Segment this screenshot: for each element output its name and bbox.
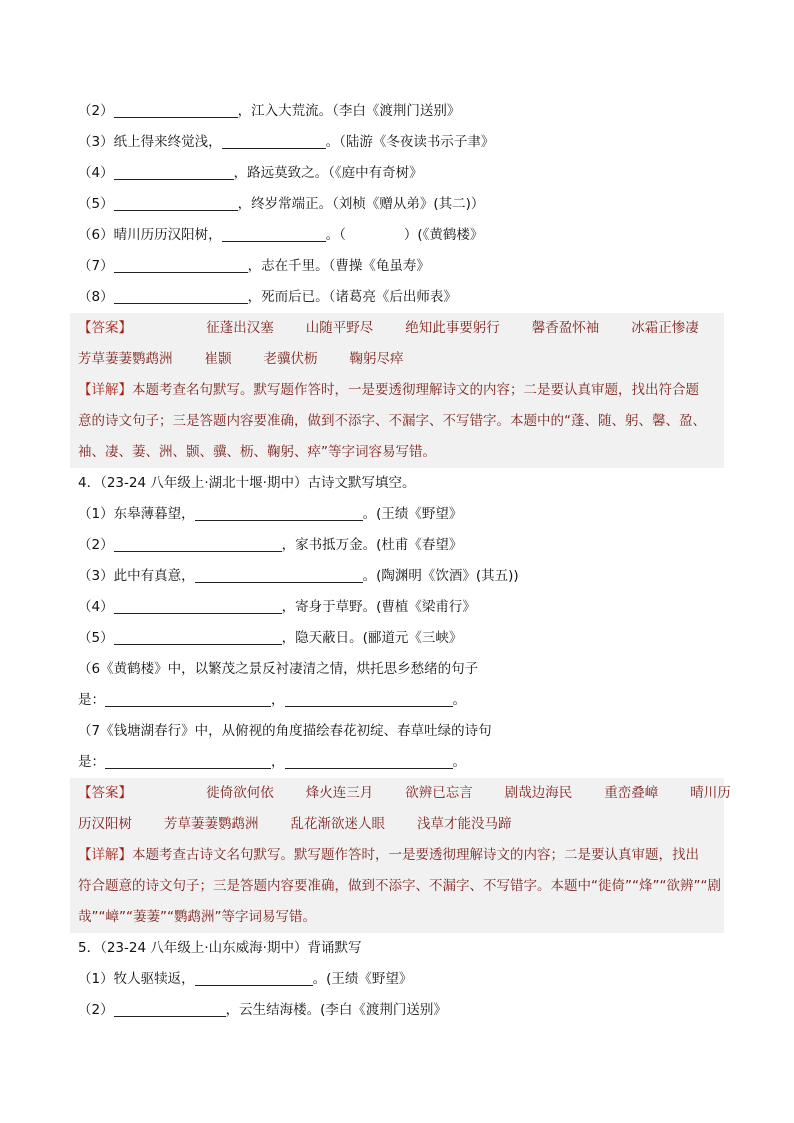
answer-item: 历汉阳树	[78, 816, 132, 832]
answer-item: 烽火连三月	[305, 785, 374, 801]
fill-in-line	[78, 561, 724, 592]
line-prefix: （2）	[78, 103, 114, 119]
fill-in-line	[78, 189, 724, 220]
detail-line: 符合题意的诗文句子；三是答题内容要准确，做到不添字、不漏字、不写错字。本题中“徙倚”“烽”“欲辨”“剧	[78, 878, 721, 894]
fill-blank[interactable]	[105, 751, 271, 769]
fill-blank[interactable]	[114, 255, 248, 273]
fill-in-line	[78, 995, 724, 1026]
answer-items	[206, 313, 731, 344]
detail-text: 本题考查古诗文名句默写。默写题作答时，一是要透彻理解诗文的内容；二是要认真审题，找出	[132, 847, 699, 863]
line-prefix: （5）	[78, 196, 114, 212]
answer-item: 剧哉边海民	[504, 785, 573, 801]
detail-line: 意的诗文句子；三是答题内容要准确，做到不添字、不漏字、不写错字。本题中的“蓬、随、躬、馨、盈、	[78, 413, 706, 429]
fill-in-line	[78, 499, 724, 530]
line-suffix: 。(陶渊明《饮酒》(其五))	[362, 568, 519, 584]
answer-item: 芳草萋萋鹦鹉洲	[164, 816, 259, 832]
question-4-6-answer-line	[78, 685, 724, 716]
question-4-7-prompt: （7《钱塘湖春行》中，从俯视的角度描绘春花初绽、春草吐绿的诗句	[78, 723, 492, 739]
line-suffix: ，路远莫致之。（《庭中有奇树》	[233, 165, 423, 181]
question-4-header: 4．（23-24 八年级上·湖北十堰·期中）古诗文默写填空。	[78, 475, 416, 491]
answer-item: 重峦叠嶂	[604, 785, 659, 801]
line-prefix: （4）	[78, 165, 114, 181]
fill-blank[interactable]	[222, 131, 326, 149]
question-4-6-prompt: （6《黄鹤楼》中，以繁茂之景反衬凄清之情，烘托思乡愁绪的句子	[78, 661, 479, 677]
answer-label: 【答案】	[78, 320, 132, 336]
answer-item: 老骥伏枥	[263, 351, 318, 367]
line-suffix: ，死而后已。（诸葛亮《后出师表》	[247, 289, 457, 305]
answer-item: 冰霜正惨凄	[631, 320, 699, 336]
is-label: 是：	[78, 692, 105, 708]
line-prefix: （3）此中有真意，	[78, 568, 195, 584]
fill-in-line	[78, 964, 724, 995]
fill-blank[interactable]	[285, 689, 453, 707]
fill-blank[interactable]	[114, 162, 234, 180]
line-prefix: （6）晴川历历汉阳树，	[78, 227, 222, 243]
question-4-answer-block	[70, 778, 731, 933]
answer-item: 崔颢	[204, 351, 232, 367]
fill-blank[interactable]	[114, 193, 238, 211]
line-suffix: 。(王绩《野望》	[312, 971, 413, 987]
line-prefix: （3）纸上得来终觉浅，	[78, 134, 222, 150]
line-suffix: ，家书抵万金。(杜甫《春望》	[281, 537, 463, 553]
fill-blank[interactable]	[114, 999, 226, 1017]
fill-blank[interactable]	[114, 286, 248, 304]
line-suffix: ，云生结海楼。(李白《渡荆门送别》	[225, 1002, 447, 1018]
answer-item: 山随平野尽	[305, 320, 374, 336]
line-suffix: ，江入大荒流。（李白《渡荆门送别》	[237, 103, 461, 119]
answer-label: 【答案】	[78, 785, 132, 801]
answer-item: 芳草萋萋鹦鹉洲	[78, 351, 173, 367]
fill-in-line	[78, 592, 724, 623]
fill-blank[interactable]	[114, 534, 282, 552]
fill-in-line	[78, 530, 724, 561]
fill-blank[interactable]	[195, 503, 363, 521]
question-5-header: 5．（23-24 八年级上·山东威海·期中）背诵默写	[78, 940, 362, 956]
line-prefix: （7）	[78, 258, 114, 274]
question-4-7-answer-line	[78, 747, 724, 778]
question-3-answer-block	[70, 313, 724, 468]
fill-in-line	[78, 158, 724, 189]
fill-blank[interactable]	[114, 596, 282, 614]
answer-items	[206, 778, 763, 809]
line-prefix: （1）牧人驱犊返，	[78, 971, 195, 987]
detail-line: 袖、凄、萋、洲、颢、骥、枥、鞠躬、瘁”等字词容易写错。	[78, 444, 436, 460]
answer-row	[78, 809, 724, 840]
line-suffix: ，志在千里。（曹操《龟虽寿》	[247, 258, 430, 274]
detail-line: 哉”“嶂”“萋萋”“鹦鹉洲”等字词易写错。	[78, 909, 316, 925]
answer-item: 乱花渐欲迷人眼	[290, 816, 385, 832]
answer-item: 鞠躬尽瘁	[349, 351, 404, 367]
line-prefix: （4）	[78, 599, 114, 615]
line-prefix: （1）东皋薄暮望，	[78, 506, 195, 522]
fill-blank[interactable]	[105, 689, 271, 707]
line-suffix: ，寄身于草野。(曹植《梁甫行》	[281, 599, 476, 615]
fill-in-line	[78, 96, 724, 127]
question-3-lines	[78, 96, 724, 313]
line-suffix: ，隐天蔽日。(郦道元《三峡》	[281, 630, 463, 646]
detail-text: 本题考查名句默写。默写题作答时，一是要透彻理解诗文的内容；二是要认真审题，找出符合题	[132, 382, 699, 398]
fill-in-line	[78, 282, 724, 313]
comma: ，	[271, 692, 285, 708]
line-suffix: ，终岁常端正。（刘桢《赠从弟》(其二)）	[237, 196, 485, 212]
document-page	[78, 96, 731, 1026]
answer-item: 欲辨已忘言	[405, 785, 473, 801]
line-prefix: （8）	[78, 289, 114, 305]
fill-blank[interactable]	[114, 627, 282, 645]
fill-blank[interactable]	[114, 100, 238, 118]
detail-line	[78, 375, 724, 406]
answer-item: 馨香盈怀袖	[531, 320, 600, 336]
fill-blank[interactable]	[195, 565, 363, 583]
answer-item: 绝知此事要躬行	[405, 320, 500, 336]
line-suffix: 。（	[325, 227, 346, 243]
line-suffix-2: ）(《黄鹤楼》	[403, 227, 484, 243]
fill-blank[interactable]	[222, 224, 326, 242]
line-suffix: 。（陆游《冬夜读书示子聿》	[325, 134, 495, 150]
fill-blank[interactable]	[285, 751, 453, 769]
answer-row	[78, 313, 724, 344]
question-5-lines	[78, 964, 724, 1026]
detail-line	[78, 840, 724, 871]
fill-blank[interactable]	[195, 968, 313, 986]
line-prefix: （2）	[78, 1002, 114, 1018]
line-prefix: （5）	[78, 630, 114, 646]
line-prefix: （2）	[78, 537, 114, 553]
answer-row	[78, 344, 724, 375]
fill-in-line	[78, 251, 724, 282]
is-label: 是：	[78, 754, 105, 770]
question-4-lines	[78, 499, 724, 654]
answer-item: 征蓬出汉塞	[206, 320, 274, 336]
fill-in-line	[78, 127, 724, 158]
answer-item: 浅草才能没马蹄	[417, 816, 512, 832]
comma: ，	[271, 754, 285, 770]
fill-in-line	[78, 220, 724, 251]
answer-item: 徙倚欲何依	[206, 785, 274, 801]
answer-row	[78, 778, 731, 809]
detail-label: 【详解】	[78, 847, 132, 863]
period: 。	[452, 754, 466, 770]
line-suffix: 。(王绩《野望》	[362, 506, 463, 522]
fill-in-line	[78, 623, 724, 654]
period: 。	[452, 692, 466, 708]
detail-label: 【详解】	[78, 382, 132, 398]
answer-item: 晴川历	[690, 785, 731, 801]
